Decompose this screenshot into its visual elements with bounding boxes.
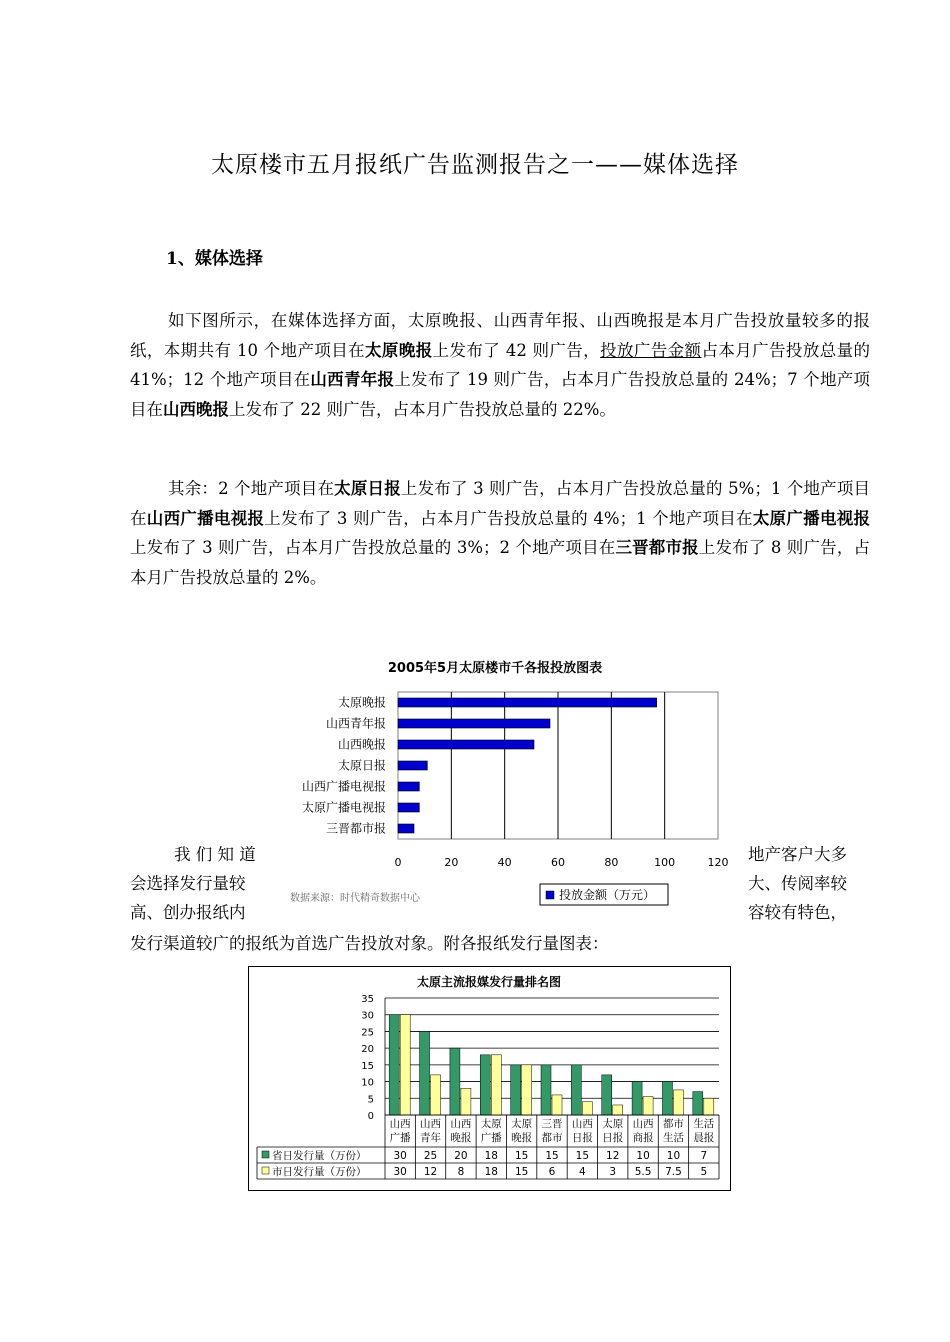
page-title: 太原楼市五月报纸广告监测报告之一——媒体选择 [211, 152, 739, 178]
chart2-category-label: 晚报 [511, 1132, 533, 1144]
chart2-bar [400, 1015, 410, 1115]
chart2-category-label: 晨报 [693, 1132, 715, 1144]
chart2-value-cell: 5.5 [634, 1166, 652, 1178]
chart1-xtick-label: 20 [444, 856, 459, 869]
chart2-category-label: 山西 [450, 1118, 472, 1130]
chart2-bar [431, 1075, 441, 1115]
chart2-value-cell: 10 [666, 1150, 681, 1162]
p2-text-3: 上发布了 3 则广告，占本月广告投放总量的 4%；1 个地产项目在 [264, 508, 753, 528]
p1-text-3: 占本月广告投放总量的 41%；12 个地产项目在 [130, 340, 871, 389]
chart2-bar [662, 1082, 672, 1115]
chart1-xtick-label: 80 [604, 856, 619, 869]
chart1-bar [398, 782, 419, 791]
p2-text-1: 其余：2 个地产项目在 [168, 479, 335, 498]
chart2-value-cell: 30 [393, 1150, 407, 1162]
chart1-bar [398, 761, 427, 770]
chart1-xtick-label: 120 [707, 856, 729, 869]
chart1-xtick-label: 0 [394, 856, 402, 869]
p2-text-4: 上发布了 3 则广告，占本月广告投放总量的 3%；2 个地产项目在 [130, 538, 616, 557]
chart2-value-cell: 30 [393, 1166, 407, 1178]
chart1-category-label: 山西晚报 [337, 737, 386, 752]
chart2-category-label: 山西 [389, 1118, 411, 1130]
chart2-category-label: 太原 [602, 1118, 624, 1130]
chart2-value-cell: 20 [454, 1150, 468, 1162]
chart2-bar [522, 1065, 532, 1115]
chart2-bar [673, 1090, 683, 1115]
chart1-source-note: 数据来源：时代精奇数据中心 [290, 893, 420, 904]
chart2-ytick-label: 15 [361, 1060, 374, 1072]
chart2-category-label: 日报 [602, 1132, 624, 1144]
chart2-ytick-label: 5 [367, 1094, 374, 1106]
chart1-bar [398, 824, 414, 833]
p3-right-1: 地产客户大多 [748, 845, 847, 864]
chart2-bar [389, 1015, 399, 1115]
chart2-bar [571, 1065, 581, 1115]
p3-right-3: 容较有特色， [748, 903, 847, 922]
chart1-xtick-label: 40 [497, 856, 512, 869]
chart2-category-label: 生活 [693, 1118, 715, 1130]
chart1-bar [398, 719, 550, 728]
chart2-value-cell: 18 [484, 1150, 498, 1162]
chart2-value-cell: 15 [575, 1150, 590, 1162]
chart2-ytick-label: 10 [361, 1077, 374, 1089]
p3-right-2: 大、传阅率较 [748, 874, 847, 893]
chart2-value-cell: 25 [423, 1150, 438, 1162]
chart2-value-cell: 12 [423, 1166, 438, 1178]
chart2-bar [643, 1097, 653, 1115]
chart2-category-label: 晚报 [450, 1132, 472, 1144]
chart2-legend-swatch [262, 1167, 269, 1174]
chart2-category-label: 都市 [662, 1118, 684, 1130]
p3-left-3: 高、创办报纸内 [130, 903, 246, 922]
chart2-category-label: 山西 [571, 1118, 593, 1130]
chart2-bar [552, 1095, 562, 1115]
chart2-bar [632, 1082, 642, 1115]
chart1-bar [398, 698, 657, 707]
p1-bold-1: 太原晚报 [365, 340, 433, 360]
p1-link[interactable]: 投放广告金额 [600, 340, 702, 360]
chart1-title: 2005年5月太原楼市千各报投放图表 [387, 661, 603, 676]
chart1-bar [398, 803, 419, 812]
chart2-category-label: 生活 [662, 1132, 684, 1144]
p1-bold-2: 山西青年报 [310, 370, 395, 389]
chart1-category-label: 山西青年报 [325, 716, 386, 731]
chart2-ytick-label: 25 [361, 1027, 374, 1039]
chart2-category-label: 太原 [480, 1118, 502, 1130]
section-heading: 1、媒体选择 [166, 249, 263, 269]
chart1-xtick-label: 100 [654, 856, 676, 869]
chart2-value-cell: 6 [548, 1166, 556, 1178]
chart2-category-label: 都市 [541, 1132, 563, 1144]
chart2-ytick-label: 30 [361, 1010, 374, 1022]
ad-spend-chart [282, 650, 742, 915]
chart1-legend-swatch [546, 891, 554, 899]
p1-text-4: 上发布了 19 则广告，占本月广告投放总量的 24%；7 个地产项目在 [130, 370, 871, 419]
chart2-category-label: 广播 [389, 1132, 411, 1144]
chart1-category-label: 太原晚报 [337, 695, 386, 710]
chart2-legend-swatch [262, 1151, 269, 1158]
chart2-bar [491, 1055, 501, 1115]
chart2-category-label: 广播 [480, 1132, 502, 1144]
chart2-bar [511, 1065, 521, 1115]
chart2-title: 太原主流报媒发行量排名图 [416, 975, 562, 989]
chart2-category-label: 山西 [420, 1118, 442, 1130]
p3-bottom: 发行渠道较广的报纸为首选广告投放对象。附各报纸发行量图表： [130, 934, 609, 953]
p2-bold-4: 三晋都市报 [615, 538, 699, 557]
chart1-xtick-label: 60 [551, 856, 565, 869]
p2-text-5: 上发布了 8 则广告，占本月广告投放总量的 2%。 [130, 538, 870, 587]
chart2-value-cell: 15 [514, 1166, 529, 1178]
chart2-ytick-label: 0 [367, 1111, 374, 1122]
p2-bold-1: 太原日报 [334, 479, 401, 498]
chart2-value-cell: 7 [700, 1150, 708, 1162]
chart2-category-label: 商报 [632, 1132, 654, 1144]
circulation-chart [248, 966, 731, 1192]
p3-left-1: 我 们 知 道 [174, 845, 256, 864]
chart1-category-label: 太原日报 [337, 758, 386, 773]
chart2-bar [582, 1102, 592, 1115]
chart2-bar [693, 1092, 703, 1115]
chart2-category-label: 日报 [571, 1132, 593, 1144]
chart2-value-cell: 15 [545, 1150, 559, 1162]
chart2-value-cell: 7.5 [665, 1166, 682, 1178]
chart2-category-label: 太原 [511, 1118, 533, 1130]
chart1-category-label: 山西广播电视报 [301, 779, 386, 794]
chart2-value-cell: 10 [636, 1150, 650, 1162]
chart2-series-label: 省日发行量（万份） [272, 1150, 367, 1162]
chart2-ytick-label: 20 [361, 1044, 374, 1056]
chart2-bar [480, 1055, 490, 1115]
p1-bold-3: 山西晚报 [163, 399, 229, 419]
chart2-bar [461, 1088, 471, 1115]
p1-text-2: 上发布了 42 则广告， [432, 340, 601, 360]
paragraph-1 [130, 306, 870, 424]
chart1-bar [398, 740, 534, 749]
chart2-ytick-label: 35 [361, 994, 374, 1005]
chart2-bar [602, 1075, 612, 1115]
chart2-bar [450, 1048, 460, 1115]
paragraph-2 [130, 474, 870, 592]
p3-left-2: 会选择发行量较 [130, 874, 246, 893]
chart2-value-cell: 3 [609, 1166, 617, 1178]
chart2-value-cell: 12 [606, 1150, 620, 1162]
chart2-value-cell: 18 [484, 1166, 498, 1178]
chart2-value-cell: 15 [514, 1150, 529, 1162]
chart2-bar [613, 1105, 623, 1115]
chart2-value-cell: 8 [457, 1166, 465, 1178]
p2-bold-3: 太原广播电视报 [752, 508, 871, 528]
chart2-category-label: 山西 [632, 1118, 654, 1130]
chart2-category-label: 三晋 [541, 1118, 563, 1130]
chart1-category-label: 三晋都市报 [325, 821, 386, 836]
chart2-bar [541, 1065, 551, 1115]
p2-bold-2: 山西广播电视报 [146, 508, 265, 528]
chart1-category-label: 太原广播电视报 [301, 800, 386, 815]
chart2-series-label: 市日发行量（万份） [272, 1166, 367, 1178]
chart2-value-cell: 5 [700, 1166, 708, 1178]
p1-text-5: 上发布了 22 则广告，占本月广告投放总量的 22%。 [229, 399, 616, 419]
chart2-category-label: 青年 [420, 1132, 442, 1144]
chart2-bar [420, 1031, 430, 1115]
chart2-value-cell: 4 [579, 1166, 586, 1178]
chart2-bar [704, 1098, 714, 1115]
p1-text-1: 如下图所示，在媒体选择方面，太原晚报、山西青年报、山西晚报是本月广告投放量较多的报纸，本期共有 10 个地产项目在 [130, 311, 870, 360]
p2-text-2: 上发布了 3 则广告，占本月广告投放总量的 5%；1 个地产项目在 [130, 479, 871, 528]
chart1-legend-label: 投放金额（万元） [559, 888, 656, 902]
